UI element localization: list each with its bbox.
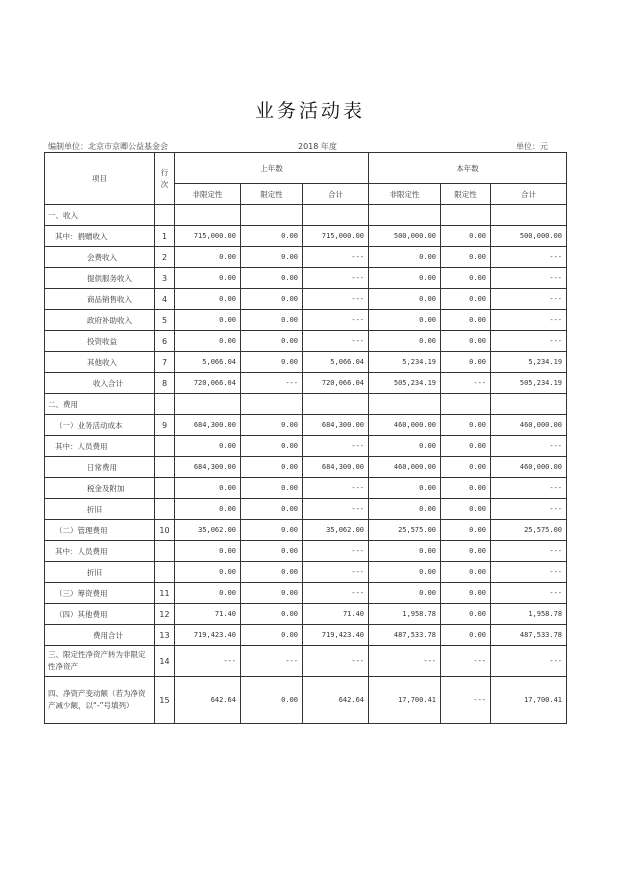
cell-curr-unrestricted: 460,000.00 — [369, 415, 441, 436]
table-row — [45, 478, 567, 499]
row-seq: 2 — [155, 247, 175, 268]
cell-prev-total: 71.40 — [303, 604, 369, 625]
row-item-label: 二、费用 — [45, 394, 155, 415]
cell-prev-restricted: 0.00 — [241, 289, 303, 310]
cell-curr-unrestricted — [369, 394, 441, 415]
cell-prev-restricted: 0.00 — [241, 583, 303, 604]
row-item-label: 其中：人员费用 — [45, 436, 155, 457]
row-seq: 6 — [155, 331, 175, 352]
row-item-label: 投资收益 — [45, 331, 155, 352]
row-seq: 11 — [155, 583, 175, 604]
cell-curr-unrestricted: 5,234.19 — [369, 352, 441, 373]
cell-curr-total: --- — [491, 499, 567, 520]
cell-curr-unrestricted: 0.00 — [369, 247, 441, 268]
cell-curr-restricted: 0.00 — [441, 499, 491, 520]
row-item-label: 会费收入 — [45, 247, 155, 268]
table-row — [45, 457, 567, 478]
cell-prev-unrestricted: 0.00 — [175, 562, 241, 583]
table-row — [45, 541, 567, 562]
row-seq — [155, 205, 175, 226]
cell-prev-total: 5,066.04 — [303, 352, 369, 373]
cell-prev-unrestricted: --- — [175, 646, 241, 677]
row-item-label: 折旧 — [45, 562, 155, 583]
page-title: 业务活动表 — [254, 100, 365, 122]
row-item-label: 其中：人员费用 — [45, 541, 155, 562]
cell-prev-total: --- — [303, 268, 369, 289]
cell-prev-total: --- — [303, 310, 369, 331]
cell-prev-unrestricted: 71.40 — [175, 604, 241, 625]
row-seq: 9 — [155, 415, 175, 436]
cell-prev-total: 684,300.00 — [303, 457, 369, 478]
row-item-label: 一、收入 — [45, 205, 155, 226]
cell-prev-unrestricted: 642.64 — [175, 677, 241, 724]
row-seq: 7 — [155, 352, 175, 373]
cell-curr-unrestricted: 500,000.00 — [369, 226, 441, 247]
unit-label: 单位：元 — [516, 142, 548, 151]
cell-curr-restricted: 0.00 — [441, 583, 491, 604]
cell-prev-total — [303, 205, 369, 226]
cell-curr-restricted: 0.00 — [441, 541, 491, 562]
cell-prev-unrestricted: 5,066.04 — [175, 352, 241, 373]
row-seq: 8 — [155, 373, 175, 394]
table-row — [45, 520, 567, 541]
cell-curr-unrestricted: 0.00 — [369, 583, 441, 604]
cell-curr-total: 5,234.19 — [491, 352, 567, 373]
cell-prev-unrestricted: 0.00 — [175, 541, 241, 562]
row-item-label: 四、净资产变动额（若为净资产减少额，以“-”号填列） — [45, 677, 155, 724]
table-row — [45, 415, 567, 436]
header-seq: 行次 — [155, 153, 175, 205]
cell-curr-total: --- — [491, 583, 567, 604]
header-row — [45, 153, 567, 184]
org-label: 编制单位：北京市京卿公益基金会 — [48, 142, 168, 151]
cell-prev-total: --- — [303, 541, 369, 562]
cell-curr-total: --- — [491, 646, 567, 677]
cell-curr-restricted: 0.00 — [441, 457, 491, 478]
cell-curr-restricted: 0.00 — [441, 520, 491, 541]
cell-prev-restricted: 0.00 — [241, 562, 303, 583]
row-item-label: （一）业务活动成本 — [45, 415, 155, 436]
cell-curr-restricted: 0.00 — [441, 562, 491, 583]
cell-curr-total — [491, 205, 567, 226]
cell-curr-total: 17,700.41 — [491, 677, 567, 724]
cell-prev-total: --- — [303, 436, 369, 457]
cell-curr-restricted: --- — [441, 646, 491, 677]
cell-curr-restricted: 0.00 — [441, 415, 491, 436]
cell-curr-unrestricted: 460,000.00 — [369, 457, 441, 478]
cell-prev-restricted: --- — [241, 646, 303, 677]
cell-prev-unrestricted: 0.00 — [175, 310, 241, 331]
row-seq — [155, 541, 175, 562]
table-row — [45, 205, 567, 226]
row-item-label: 其他收入 — [45, 352, 155, 373]
cell-curr-total: 25,575.00 — [491, 520, 567, 541]
cell-curr-total: 487,533.78 — [491, 625, 567, 646]
row-seq — [155, 394, 175, 415]
table-row — [45, 373, 567, 394]
cell-prev-unrestricted: 0.00 — [175, 499, 241, 520]
header-prev-year: 上年数 — [175, 153, 369, 184]
header-prev-unrestricted: 非限定性 — [175, 184, 241, 205]
table-row — [45, 352, 567, 373]
row-item-label: （四）其他费用 — [45, 604, 155, 625]
cell-curr-restricted: 0.00 — [441, 247, 491, 268]
cell-curr-unrestricted: 0.00 — [369, 478, 441, 499]
cell-curr-restricted: 0.00 — [441, 268, 491, 289]
cell-prev-restricted: 0.00 — [241, 268, 303, 289]
cell-prev-total: 715,000.00 — [303, 226, 369, 247]
row-item-label: 日常费用 — [45, 457, 155, 478]
cell-curr-restricted: 0.00 — [441, 289, 491, 310]
row-item-label: 收入合计 — [45, 373, 155, 394]
table-row — [45, 583, 567, 604]
cell-curr-restricted: 0.00 — [441, 436, 491, 457]
cell-prev-unrestricted: 0.00 — [175, 583, 241, 604]
business-activity-table — [44, 152, 567, 724]
header-curr-unrestricted: 非限定性 — [369, 184, 441, 205]
cell-curr-total: --- — [491, 436, 567, 457]
cell-prev-unrestricted: 0.00 — [175, 436, 241, 457]
row-seq: 14 — [155, 646, 175, 677]
cell-prev-unrestricted — [175, 205, 241, 226]
header-prev-restricted: 限定性 — [241, 184, 303, 205]
cell-prev-unrestricted: 720,066.04 — [175, 373, 241, 394]
cell-curr-unrestricted: 0.00 — [369, 541, 441, 562]
row-item-label: 政府补助收入 — [45, 310, 155, 331]
cell-curr-restricted: 0.00 — [441, 310, 491, 331]
cell-curr-unrestricted: 0.00 — [369, 310, 441, 331]
cell-curr-unrestricted: 0.00 — [369, 331, 441, 352]
row-seq: 10 — [155, 520, 175, 541]
cell-curr-restricted: 0.00 — [441, 604, 491, 625]
cell-prev-restricted: 0.00 — [241, 457, 303, 478]
cell-curr-unrestricted: 1,958.78 — [369, 604, 441, 625]
row-seq: 12 — [155, 604, 175, 625]
cell-curr-restricted: 0.00 — [441, 331, 491, 352]
cell-prev-unrestricted: 0.00 — [175, 289, 241, 310]
table-row — [45, 226, 567, 247]
cell-prev-restricted: 0.00 — [241, 310, 303, 331]
cell-prev-total: --- — [303, 583, 369, 604]
cell-prev-restricted: 0.00 — [241, 541, 303, 562]
cell-prev-total: 684,300.00 — [303, 415, 369, 436]
cell-prev-unrestricted: 684,300.00 — [175, 415, 241, 436]
table-row — [45, 677, 567, 724]
cell-prev-total: 719,423.40 — [303, 625, 369, 646]
cell-prev-unrestricted: 715,000.00 — [175, 226, 241, 247]
row-seq — [155, 562, 175, 583]
cell-prev-restricted — [241, 205, 303, 226]
header-prev-total: 合计 — [303, 184, 369, 205]
row-seq — [155, 499, 175, 520]
cell-curr-total: --- — [491, 310, 567, 331]
cell-prev-total: --- — [303, 646, 369, 677]
table-row — [45, 268, 567, 289]
cell-curr-restricted — [441, 205, 491, 226]
cell-curr-unrestricted: 487,533.78 — [369, 625, 441, 646]
cell-prev-restricted: 0.00 — [241, 625, 303, 646]
cell-prev-total: --- — [303, 499, 369, 520]
cell-curr-unrestricted: 505,234.19 — [369, 373, 441, 394]
cell-prev-unrestricted: 0.00 — [175, 247, 241, 268]
cell-curr-total: 1,958.78 — [491, 604, 567, 625]
cell-prev-restricted: 0.00 — [241, 226, 303, 247]
cell-prev-total: --- — [303, 331, 369, 352]
row-item-label: 提供服务收入 — [45, 268, 155, 289]
table-row — [45, 499, 567, 520]
cell-prev-restricted: --- — [241, 373, 303, 394]
cell-curr-unrestricted: 0.00 — [369, 436, 441, 457]
header-curr-total: 合计 — [491, 184, 567, 205]
row-item-label: 费用合计 — [45, 625, 155, 646]
cell-curr-total: --- — [491, 478, 567, 499]
cell-prev-unrestricted: 0.00 — [175, 331, 241, 352]
cell-prev-total — [303, 394, 369, 415]
cell-curr-unrestricted: 0.00 — [369, 499, 441, 520]
table-row — [45, 289, 567, 310]
cell-curr-restricted — [441, 394, 491, 415]
cell-prev-restricted: 0.00 — [241, 677, 303, 724]
cell-curr-total: --- — [491, 562, 567, 583]
cell-prev-total: --- — [303, 478, 369, 499]
row-item-label: 税金及附加 — [45, 478, 155, 499]
table-row — [45, 310, 567, 331]
table-row — [45, 604, 567, 625]
header-curr-year: 本年数 — [369, 153, 567, 184]
cell-prev-total: --- — [303, 247, 369, 268]
cell-curr-total: 500,000.00 — [491, 226, 567, 247]
cell-curr-restricted: 0.00 — [441, 625, 491, 646]
cell-prev-restricted: 0.00 — [241, 520, 303, 541]
year-label: 2018 年度 — [298, 142, 337, 151]
header-curr-restricted: 限定性 — [441, 184, 491, 205]
cell-curr-total: 460,000.00 — [491, 457, 567, 478]
cell-prev-restricted: 0.00 — [241, 415, 303, 436]
cell-prev-restricted: 0.00 — [241, 352, 303, 373]
row-seq — [155, 436, 175, 457]
row-seq — [155, 457, 175, 478]
cell-curr-unrestricted: 0.00 — [369, 562, 441, 583]
cell-curr-total: --- — [491, 247, 567, 268]
cell-curr-total: --- — [491, 331, 567, 352]
cell-prev-total: --- — [303, 562, 369, 583]
table-row — [45, 646, 567, 677]
cell-prev-restricted: 0.00 — [241, 604, 303, 625]
row-seq — [155, 478, 175, 499]
cell-curr-restricted: --- — [441, 677, 491, 724]
cell-curr-total: 460,000.00 — [491, 415, 567, 436]
cell-curr-restricted: --- — [441, 373, 491, 394]
cell-curr-unrestricted: 17,700.41 — [369, 677, 441, 724]
header-item: 项目 — [45, 153, 155, 205]
cell-curr-total — [491, 394, 567, 415]
row-item-label: 商品销售收入 — [45, 289, 155, 310]
table-row — [45, 247, 567, 268]
cell-curr-unrestricted: 25,575.00 — [369, 520, 441, 541]
cell-curr-total: --- — [491, 289, 567, 310]
row-seq: 3 — [155, 268, 175, 289]
row-seq: 1 — [155, 226, 175, 247]
cell-prev-unrestricted: 684,300.00 — [175, 457, 241, 478]
cell-curr-total: --- — [491, 541, 567, 562]
cell-prev-total: 35,062.00 — [303, 520, 369, 541]
cell-curr-restricted: 0.00 — [441, 478, 491, 499]
cell-curr-restricted: 0.00 — [441, 352, 491, 373]
row-item-label: 折旧 — [45, 499, 155, 520]
row-seq: 15 — [155, 677, 175, 724]
cell-curr-unrestricted: 0.00 — [369, 268, 441, 289]
table-row — [45, 394, 567, 415]
row-item-label: （三）筹资费用 — [45, 583, 155, 604]
cell-curr-unrestricted — [369, 205, 441, 226]
cell-prev-restricted: 0.00 — [241, 247, 303, 268]
cell-prev-unrestricted: 0.00 — [175, 478, 241, 499]
row-item-label: （二）管理费用 — [45, 520, 155, 541]
cell-prev-total: --- — [303, 289, 369, 310]
cell-prev-restricted: 0.00 — [241, 331, 303, 352]
table-row — [45, 625, 567, 646]
cell-prev-restricted: 0.00 — [241, 436, 303, 457]
row-seq: 13 — [155, 625, 175, 646]
cell-curr-unrestricted: 0.00 — [369, 289, 441, 310]
row-item-label: 其中：捐赠收入 — [45, 226, 155, 247]
cell-prev-restricted: 0.00 — [241, 478, 303, 499]
table-row — [45, 436, 567, 457]
table-row — [45, 562, 567, 583]
cell-prev-unrestricted: 0.00 — [175, 268, 241, 289]
cell-prev-restricted — [241, 394, 303, 415]
cell-prev-unrestricted: 35,062.00 — [175, 520, 241, 541]
cell-prev-unrestricted: 719,423.40 — [175, 625, 241, 646]
cell-prev-restricted: 0.00 — [241, 499, 303, 520]
cell-curr-total: --- — [491, 268, 567, 289]
cell-prev-unrestricted — [175, 394, 241, 415]
table-row — [45, 331, 567, 352]
row-item-label: 三、限定性净资产转为非限定性净资产 — [45, 646, 155, 677]
cell-curr-unrestricted: --- — [369, 646, 441, 677]
cell-curr-total: 505,234.19 — [491, 373, 567, 394]
cell-curr-restricted: 0.00 — [441, 226, 491, 247]
cell-prev-total: 720,066.04 — [303, 373, 369, 394]
row-seq: 4 — [155, 289, 175, 310]
cell-prev-total: 642.64 — [303, 677, 369, 724]
row-seq: 5 — [155, 310, 175, 331]
